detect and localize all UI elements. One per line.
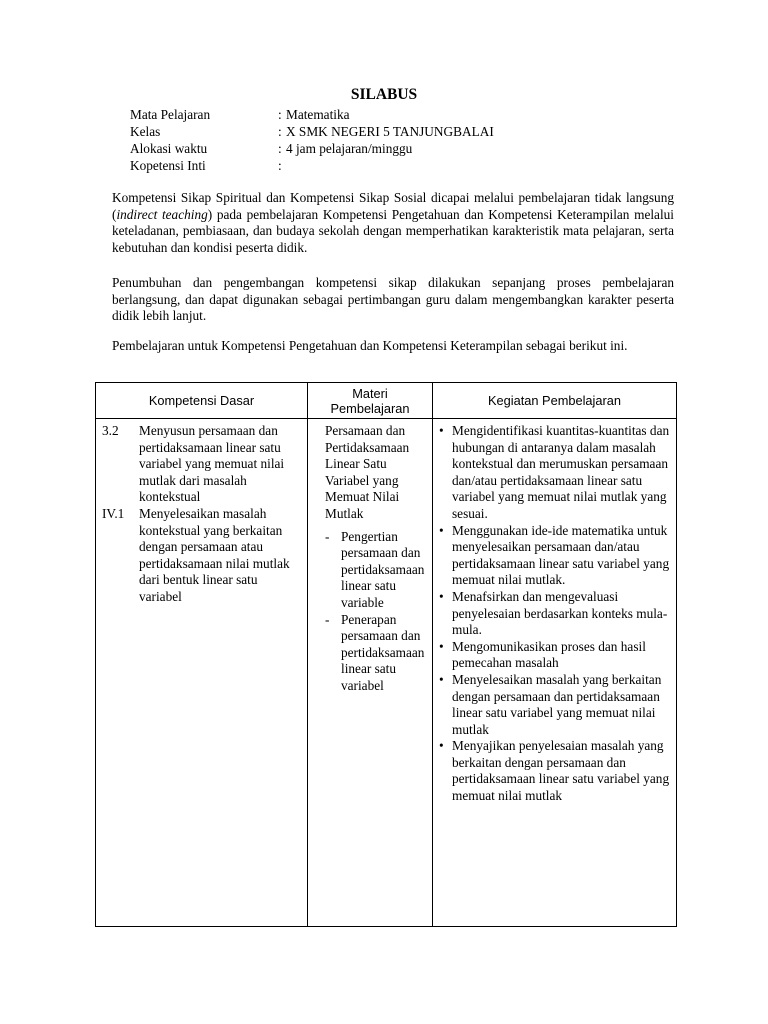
meta-block — [130, 107, 494, 175]
kegiatan-text: Menafsirkan dan mengevaluasi penyelesaian berdasarkan konteks mula-mula. — [452, 588, 668, 638]
header-kegiatan-pembelajaran: Kegiatan Pembelajaran — [433, 383, 677, 419]
list-item — [439, 423, 672, 523]
meta-key: Mata Pelajaran — [130, 107, 211, 122]
meta-colon: : — [278, 141, 282, 156]
document-title: SILABUS — [350, 86, 418, 103]
list-item — [439, 738, 672, 804]
bullet-icon: • — [439, 588, 444, 604]
kd-text: Menyusun persamaan dan pertidaksamaan linear satu variabel yang memuat nilai mutlak dari masalah kontekstual — [139, 423, 285, 505]
bullet-icon: • — [439, 423, 444, 438]
paragraph-attitude — [112, 190, 674, 256]
cell-kompetensi-dasar — [96, 419, 308, 927]
kegiatan-text: Menggunakan ide-ide matematika untuk menyelesaikan persamaan dan/atau pertidaksamaan linear satu variabel yang memuat nilai mutlak. — [452, 522, 670, 588]
materi-item — [325, 612, 426, 695]
header-materi-pembelajaran — [308, 383, 433, 419]
materi-item-text: Penerapan persamaan dan pertidaksamaan linear satu variabel — [341, 611, 425, 693]
bullet-icon: • — [439, 638, 444, 654]
meta-colon: : — [278, 107, 282, 122]
list-item — [439, 589, 672, 639]
header-materi-text: Materi Pembelajaran — [330, 385, 410, 416]
meta-row-subject — [130, 107, 494, 124]
dash-marker: - — [325, 528, 330, 544]
meta-value: 4 jam pelajaran/minggu — [286, 141, 413, 156]
meta-row-time — [130, 141, 494, 158]
meta-colon: : — [278, 158, 282, 173]
meta-row-class — [130, 124, 494, 141]
kegiatan-text: Mengomunikasikan proses dan hasil pemecahan masalah — [452, 638, 646, 671]
meta-key: Kopetensi Inti — [130, 158, 206, 173]
meta-value: X SMK NEGERI 5 TANJUNGBALAI — [286, 124, 494, 139]
materi-list — [325, 529, 426, 695]
list-item — [439, 639, 672, 672]
bullet-icon: • — [439, 738, 444, 754]
meta-key: Alokasi waktu — [130, 141, 208, 156]
bullet-icon: • — [439, 671, 444, 687]
dash-marker: - — [325, 611, 330, 627]
cell-kegiatan — [433, 419, 677, 927]
meta-colon: : — [278, 124, 282, 139]
kd-item — [96, 423, 307, 506]
table-header-row — [96, 383, 677, 419]
kegiatan-text: Menyajikan penyelesaian masalah yang berkaitan dengan persamaan dan pertidaksamaan linear satu variabel yang memuat nilai mutlak — [452, 738, 670, 804]
kd-text: Menyelesaikan masalah kontekstual yang berkaitan dengan persamaan atau pertidaksamaan nilai mutlak dari bentuk linear satu variabel — [139, 505, 290, 604]
paragraph-learning: Pembelajaran untuk Kompetensi Pengetahuan dan Kompetensi Keterampilan sebagai berikut ini. — [112, 338, 628, 353]
materi-heading: Persamaan dan Pertidaksamaan Linear Satu Variabel yang Memuat Nilai Mutlak — [325, 423, 410, 521]
list-item — [439, 672, 672, 738]
kd-item — [96, 506, 307, 606]
meta-value: Matematika — [286, 107, 350, 122]
list-item — [439, 523, 672, 589]
meta-row-core-competence — [130, 158, 494, 175]
header-kompetensi-dasar: Kompetensi Dasar — [96, 383, 308, 419]
materi-item — [325, 529, 426, 612]
paragraph-text: Kompetensi Sikap Spiritual dan Kompetensi Sikap Sosial dicapai melalui pembelajaran tidak langsung ( — [112, 190, 674, 222]
kd-number: IV.1 — [102, 505, 125, 521]
kegiatan-text: Menyelesaikan masalah yang berkaitan dengan persamaan dan pertidaksamaan linear satu variabel yang memuat nilai mutlak — [452, 671, 662, 737]
syllabus-table — [95, 382, 677, 927]
meta-key: Kelas — [130, 124, 161, 139]
kd-number: 3.2 — [102, 423, 119, 438]
table-row — [96, 419, 677, 927]
bullet-icon: • — [439, 522, 444, 538]
paragraph-growth: Penumbuhan dan pengembangan kompetensi sikap dilakukan sepanjang proses pembelajaran berlangsung, dan dapat digunakan sebagai pertimbangan guru dalam mengembangkan karakter peserta didik lebih lanjut. — [112, 275, 674, 324]
paragraph-italic: indirect teaching — [116, 206, 208, 222]
cell-materi — [308, 419, 433, 927]
paragraph-text: ) pada pembelajaran Kompetensi Pengetahuan dan Kompetensi Keterampilan melalui keteladanan, pembiasaan, dan budaya sekolah dengan memperhatikan karakteristik mata pelajaran, serta kebutuhan dan kondisi peserta didik. — [112, 206, 674, 255]
kegiatan-text: Mengidentifikasi kuantitas-kuantitas dan hubungan di antaranya dalam masalah kontekstual dan merumuskan persamaan dan/atau pertidaksamaan linear satu variabel yang memuat nilai mutlak yang sesuai. — [452, 423, 670, 521]
materi-item-text: Pengertian persamaan dan pertidaksamaan linear satu variable — [341, 528, 425, 610]
